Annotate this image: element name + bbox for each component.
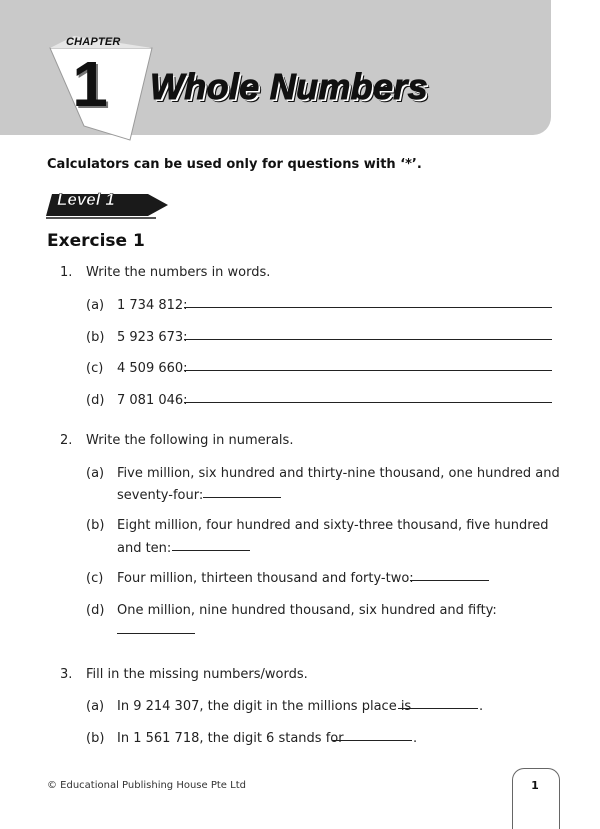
answer-line[interactable] [184, 370, 552, 371]
copyright: © Educational Publishing House Pte Ltd [47, 780, 246, 791]
part-label: (b) [86, 731, 105, 746]
part-label: (a) [86, 466, 105, 481]
part-text-line1: Four million, thirteen thousand and forty-two: [117, 571, 414, 586]
part-label: (c) [86, 571, 104, 586]
part-label: (b) [86, 330, 105, 345]
answer-line[interactable] [184, 402, 552, 403]
part-label: (a) [86, 699, 105, 714]
question-number: 3. [60, 667, 73, 682]
answer-line[interactable] [184, 307, 552, 308]
page-number: 1 [531, 779, 539, 792]
level-label: Level 1 [57, 190, 115, 209]
part-text-line1: One million, nine hundred thousand, six hundred and fifty: [117, 603, 497, 618]
answer-line[interactable] [184, 339, 552, 340]
part-label: (c) [86, 361, 104, 376]
question-text: Fill in the missing numbers/words. [86, 667, 308, 682]
answer-line[interactable] [332, 740, 412, 741]
part-text-line1: Eight million, four hundred and sixty-three thousand, five hundred [117, 518, 549, 533]
answer-line[interactable] [398, 708, 478, 709]
part-text: In 1 561 718, the digit 6 stands for [117, 731, 344, 746]
part-label: (d) [86, 603, 105, 618]
part-number: 4 509 660: [117, 361, 188, 376]
answer-line[interactable] [117, 633, 195, 634]
question-number: 2. [60, 433, 73, 448]
part-text-line2: seventy-four: [117, 488, 204, 503]
question-text: Write the numbers in words. [86, 265, 271, 280]
part-text-line2: and ten: [117, 541, 172, 556]
chapter-number: 1 [72, 48, 108, 120]
chapter-title: Whole Numbers [150, 66, 428, 107]
part-text: In 9 214 307, the digit in the millions place is [117, 699, 412, 714]
period: . [479, 699, 484, 714]
part-number: 7 081 046: [117, 393, 188, 408]
question-number: 1. [60, 265, 73, 280]
exercise-title: Exercise 1 [47, 231, 145, 251]
answer-line[interactable] [172, 550, 250, 551]
question-text: Write the following in numerals. [86, 433, 294, 448]
period: . [413, 731, 418, 746]
page-tab [512, 768, 560, 829]
part-number: 5 923 673: [117, 330, 188, 345]
part-number: 1 734 812: [117, 298, 188, 313]
part-label: (a) [86, 298, 105, 313]
part-label: (b) [86, 518, 105, 533]
part-label: (d) [86, 393, 105, 408]
chapter-label: CHAPTER [66, 36, 121, 48]
answer-line[interactable] [203, 497, 281, 498]
answer-line[interactable] [410, 580, 489, 581]
calculator-note: Calculators can be used only for questions with ‘*’. [47, 157, 422, 172]
part-text-line1: Five million, six hundred and thirty-nine thousand, one hundred and [117, 466, 560, 481]
